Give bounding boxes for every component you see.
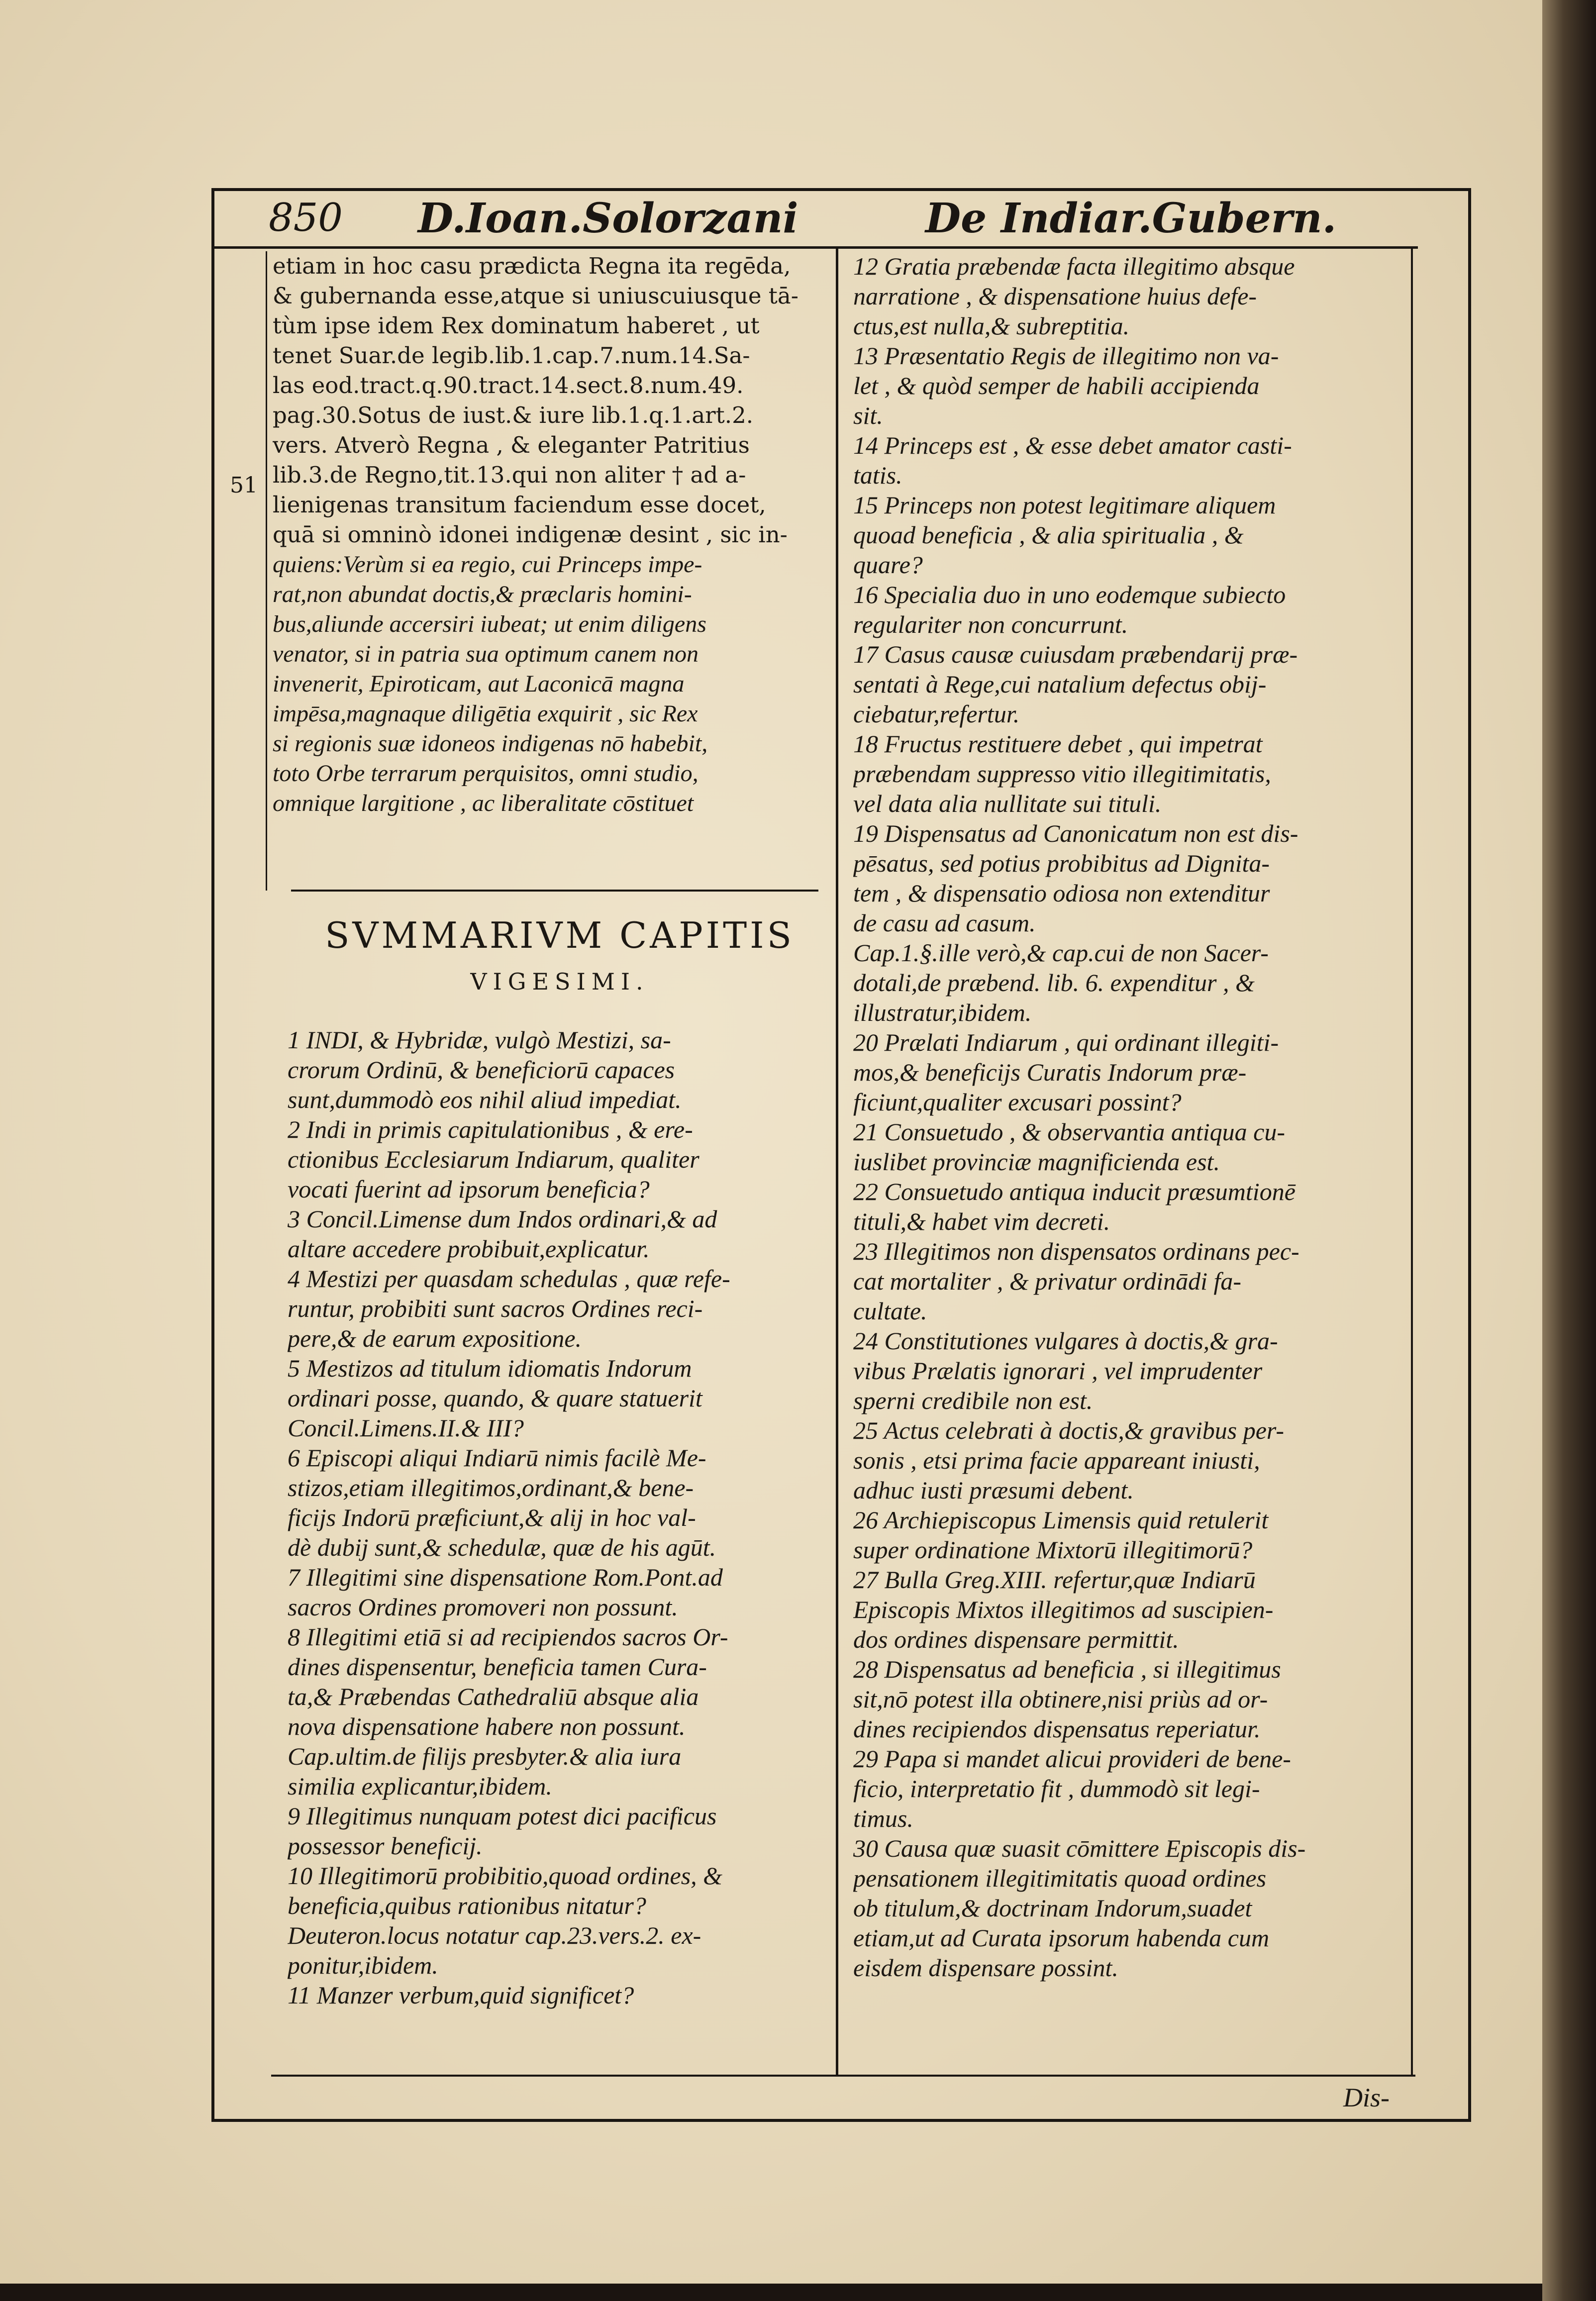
text-line: sperni credibile non est. <box>853 1387 1093 1414</box>
text-line: quoad beneficia , & alia spiritualia , & <box>853 521 1244 549</box>
page-number: 850 <box>269 196 343 240</box>
text-line: omnique largitione , ac liberalitate cōstituet <box>273 790 694 816</box>
text-line: 26 Archiepiscopus Limensis quid retulerit <box>853 1506 1269 1534</box>
text-line: 6 Episcopi aliqui Indiarū nimis facilè Me- <box>288 1444 706 1472</box>
text-line: possessor beneficij. <box>288 1832 483 1860</box>
text-line: 1 INDI, & Hybridæ, vulgò Mestizi, sa- <box>288 1026 671 1054</box>
text-line: tituli,& habet vim decreti. <box>853 1207 1110 1235</box>
left-column-rule <box>266 251 267 891</box>
text-line: timus. <box>853 1804 913 1832</box>
text-line: dè dubij sunt,& schedulæ, quæ de his agūt. <box>288 1533 716 1561</box>
text-line: vel data alia nullitate sui tituli. <box>853 790 1162 817</box>
text-line: sacros Ordines promoveri non possunt. <box>288 1593 678 1621</box>
header-rule <box>214 246 1418 249</box>
text-line: similia explicantur,ibidem. <box>288 1772 552 1800</box>
text-line: ctus,est nulla,& subreptitia. <box>853 312 1130 340</box>
text-line: 12 Gratia præbendæ facta illegitimo absque <box>853 252 1295 280</box>
text-line: 29 Papa si mandet alicui provideri de bene- <box>853 1745 1291 1773</box>
text-line: super ordinatione Mixtorū illegitimorū? <box>853 1536 1253 1564</box>
text-line: ficiunt,qualiter excusari possint? <box>853 1088 1182 1116</box>
text-line: iuslibet provinciæ magnificienda est. <box>853 1148 1220 1176</box>
text-line: 4 Mestizi per quasdam schedulas , quæ refe- <box>288 1265 730 1293</box>
text-line: 30 Causa quæ suasit cōmittere Episcopis dis- <box>853 1834 1306 1862</box>
text-line: altare accedere probibuit,explicatur. <box>288 1235 650 1263</box>
text-line: 27 Bulla Greg.XIII. refertur,quæ Indiarū <box>853 1566 1256 1594</box>
text-line: de casu ad casum. <box>853 909 1036 937</box>
text-line: sit. <box>853 401 883 429</box>
text-line: 18 Fructus restituere debet , qui impetrat <box>853 730 1263 758</box>
summary-subtitle: VIGESIMI. <box>470 968 649 995</box>
text-line: venator, si in patria sua optimum canem non <box>273 641 698 667</box>
text-line: 3 Concil.Limense dum Indos ordinari,& ad <box>288 1205 717 1233</box>
text-line: dines recipiendos dispensatus reperiatur. <box>853 1715 1261 1743</box>
text-line: regulariter non concurrunt. <box>853 610 1128 638</box>
left-summary <box>288 1025 835 2010</box>
text-line: etiam in hoc casu prædicta Regna ita regēda, <box>273 253 791 279</box>
section-rule <box>291 890 818 892</box>
left-column-text <box>273 251 832 818</box>
text-line: si regionis suæ idoneos indigenas nō habebit, <box>273 730 708 757</box>
text-line: 5 Mestizos ad titulum idiomatis Indorum <box>288 1354 692 1382</box>
text-line: ta,& Præbendas Cathedraliū absque alia <box>288 1683 699 1710</box>
text-line: 25 Actus celebrati à doctis,& gravibus per- <box>853 1416 1285 1444</box>
text-line: runtur, probibiti sunt sacros Ordines reci- <box>288 1295 703 1322</box>
text-line: 21 Consuetudo , & observantia antiqua cu- <box>853 1118 1285 1146</box>
text-line: toto Orbe terrarum perquisitos, omni studio, <box>273 760 698 787</box>
text-line: dos ordines dispensare permittit. <box>853 1625 1179 1653</box>
text-line: ciebatur,refertur. <box>853 700 1020 728</box>
text-line: beneficia,quibus rationibus nitatur? <box>288 1892 646 1919</box>
text-line: tem , & dispensatio odiosa non extenditur <box>853 879 1270 907</box>
text-line: 8 Illegitimi etiā si ad recipiendos sacros Or- <box>288 1623 728 1651</box>
bottom-rule <box>271 2075 1415 2077</box>
text-line: stizos,etiam illegitimos,ordinant,& bene- <box>288 1474 694 1501</box>
text-line: 16 Specialia duo in uno eodemque subiecto <box>853 581 1286 608</box>
text-line: las eod.tract.q.90.tract.14.sect.8.num.49. <box>273 372 744 399</box>
text-line: 17 Casus causæ cuiusdam præbendarij præ- <box>853 640 1298 668</box>
left-column <box>273 251 832 818</box>
right-summary <box>853 251 1408 1983</box>
text-line: pag.30.Sotus de iust.& iure lib.1.q.1.art.2. <box>273 402 754 428</box>
text-line: præbendam suppresso vitio illegitimitatis, <box>853 760 1271 788</box>
text-line: 13 Præsentatio Regis de illegitimo non va- <box>853 342 1279 370</box>
text-line: cultate. <box>853 1297 927 1325</box>
text-line: eisdem dispensare possint. <box>853 1954 1118 1982</box>
text-line: vibus Prælatis ignorari , vel imprudenter <box>853 1357 1263 1385</box>
text-line: 24 Constitutiones vulgares à doctis,& gra- <box>853 1327 1278 1355</box>
text-line: 9 Illegitimus nunquam potest dici pacificus <box>288 1802 717 1830</box>
text-line: tatis. <box>853 461 902 489</box>
text-line: mos,& beneficijs Curatis Indorum præ- <box>853 1058 1247 1086</box>
text-line: sonis , etsi prima facie appareant iniusti, <box>853 1446 1260 1474</box>
text-line: Episcopis Mixtos illegitimos ad suscipien- <box>853 1596 1274 1623</box>
text-line: crorum Ordinū, & beneficiorū capaces <box>288 1056 675 1084</box>
text-line: tenet Suar.de legib.lib.1.cap.7.num.14.Sa- <box>273 342 750 369</box>
text-line: let , & quòd semper de habili accipienda <box>853 372 1260 400</box>
text-line: ordinari posse, quando, & quare statuerit <box>288 1384 702 1412</box>
text-line: cat mortaliter , & privatur ordinādi fa- <box>853 1267 1242 1295</box>
text-line: sentati à Rege,cui natalium defectus obij- <box>853 670 1267 698</box>
text-line: ponitur,ibidem. <box>288 1951 438 1979</box>
text-line: pēsatus, sed potius probibitus ad Dignita- <box>853 849 1270 877</box>
text-line: sunt,dummodò eos nihil aliud impediat. <box>288 1086 682 1113</box>
text-line: quā si omninò idonei indigenæ desint , sic in- <box>273 521 788 548</box>
page-edge <box>1542 0 1596 2301</box>
text-line: 19 Dispensatus ad Canonicatum non est dis- <box>853 819 1298 847</box>
text-line: nova dispensatione habere non possunt. <box>288 1712 686 1740</box>
text-line: vers. Atverò Regna , & eleganter Patritius <box>273 432 750 458</box>
text-line: & gubernanda esse,atque si uniuscuiusque tā- <box>273 283 798 309</box>
text-line: 7 Illegitimi sine dispensatione Rom.Pont.ad <box>288 1563 723 1591</box>
text-line: dines dispensentur, beneficia tamen Cura- <box>288 1653 707 1681</box>
text-line: 20 Prælati Indiarum , qui ordinant illegiti- <box>853 1028 1279 1056</box>
text-line: 11 Manzer verbum,quid significet? <box>288 1981 634 2009</box>
running-head <box>214 192 1468 246</box>
text-line: pere,& de earum expositione. <box>288 1324 582 1352</box>
text-line: 15 Princeps non potest legitimare aliquem <box>853 491 1276 519</box>
text-line: sit,nō potest illa obtinere,nisi priùs ad or- <box>853 1685 1268 1713</box>
summary-title: SVMMARIVM CAPITIS <box>325 914 795 956</box>
running-head-author: D.Ioan.Solorzani <box>418 195 798 242</box>
text-line: illustratur,ibidem. <box>853 999 1032 1026</box>
text-line: 2 Indi in primis capitulationibus , & ere- <box>288 1115 693 1143</box>
text-line: quare? <box>853 551 923 579</box>
text-line: invenerit, Epiroticam, aut Laconicā magna <box>273 671 685 697</box>
text-line: etiam,ut ad Curata ipsorum habenda cum <box>853 1924 1270 1952</box>
margin-note: 51 <box>230 473 258 498</box>
text-line: rat,non abundat doctis,& præclaris homini- <box>273 581 692 607</box>
text-line: narratione , & dispensatione huius defe- <box>853 282 1257 310</box>
text-line: lienigenas transitum faciendum esse docet, <box>273 492 766 518</box>
text-line: 28 Dispensatus ad beneficia , si illegitimus <box>853 1655 1281 1683</box>
text-line: bus,aliunde accersiri iubeat; ut enim diligens <box>273 611 706 637</box>
text-line: 23 Illegitimos non dispensatos ordinans pec- <box>853 1237 1299 1265</box>
text-line: Cap.ultim.de filijs presbyter.& alia iura <box>288 1742 682 1770</box>
text-line: 14 Princeps est , & esse debet amator casti- <box>853 431 1292 459</box>
text-line: quiens:Verùm si ea regio, cui Princeps impe- <box>273 551 702 578</box>
text-line: dotali,de præbend. lib. 6. expenditur , & <box>853 969 1255 997</box>
text-line: Cap.1.§.ille verò,& cap.cui de non Sacer- <box>853 939 1269 967</box>
text-line: lib.3.de Regno,tit.13.qui non aliter † ad a- <box>273 462 746 488</box>
text-line: impēsa,magnaque diligētia exquirit , sic Rex <box>273 700 698 727</box>
text-line: tùm ipse idem Rex dominatum haberet , ut <box>273 312 760 339</box>
text-line: adhuc iusti præsumi debent. <box>853 1476 1134 1504</box>
text-line: ficio, interpretatio fit , dummodò sit legi- <box>853 1775 1260 1802</box>
right-column-rule <box>1411 246 1413 2075</box>
text-line: ob titulum,& doctrinam Indorum,suadet <box>853 1894 1252 1922</box>
text-line: Deuteron.locus notatur cap.23.vers.2. ex- <box>288 1921 701 1949</box>
text-line: vocati fuerint ad ipsorum beneficia? <box>288 1175 650 1203</box>
running-head-title: De Indiar.Gubern. <box>925 195 1337 242</box>
column-divider <box>836 246 838 2075</box>
catchword: Dis- <box>1343 2083 1390 2112</box>
text-line: pensationem illegitimitatis quoad ordines <box>853 1864 1267 1892</box>
text-line: ctionibus Ecclesiarum Indiarum, qualiter <box>288 1145 699 1173</box>
text-line: 10 Illegitimorū probibitio,quoad ordines, & <box>288 1862 723 1890</box>
text-line: Concil.Limens.II.& III? <box>288 1414 524 1442</box>
text-line: 22 Consuetudo antiqua inducit præsumtionē <box>853 1178 1296 1205</box>
text-line: ficijs Indorū præficiunt,& alij in hoc val- <box>288 1503 696 1531</box>
